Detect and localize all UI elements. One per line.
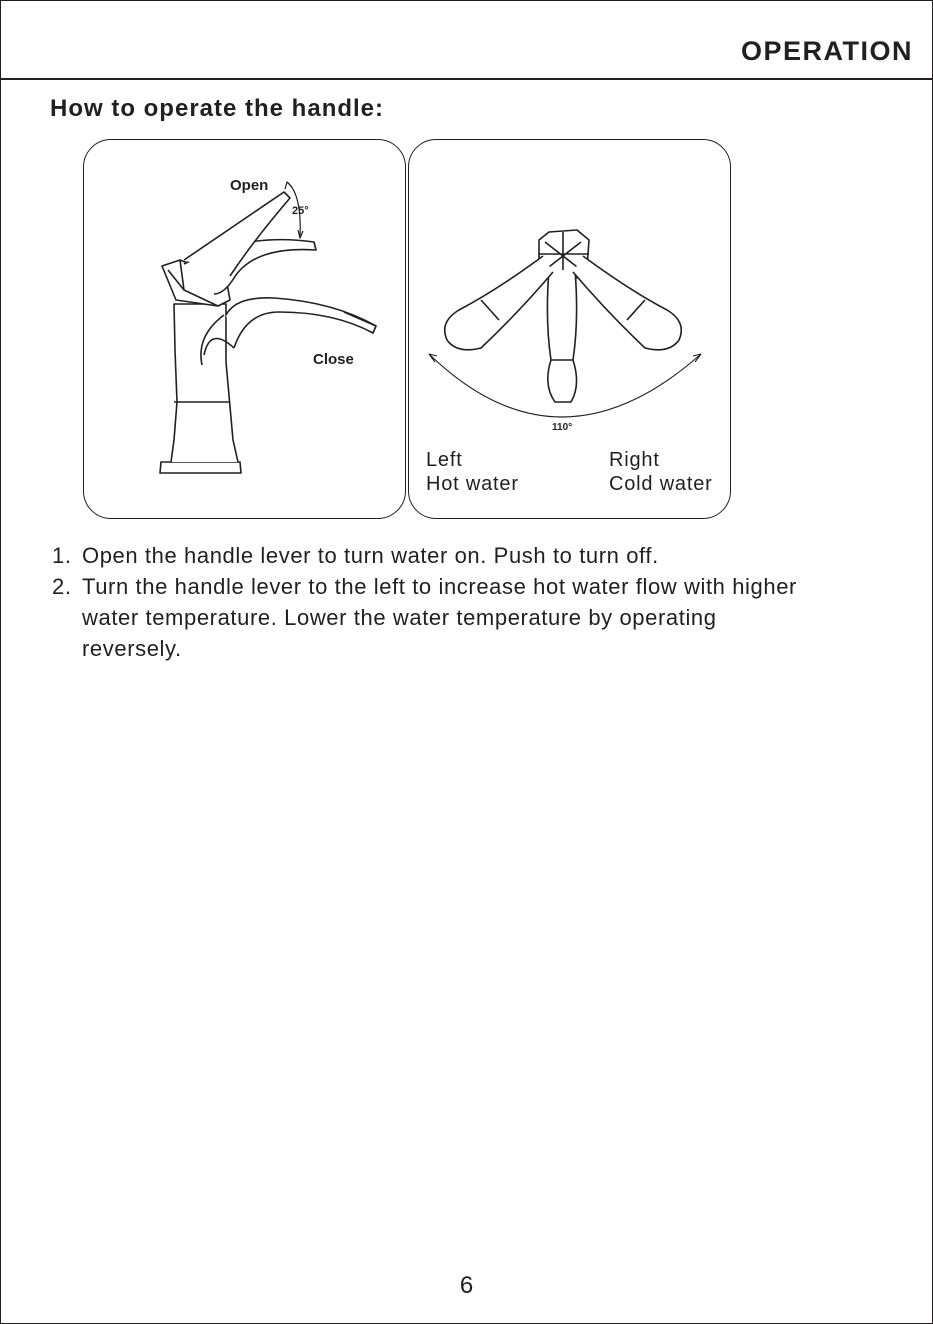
faucet-side-view-drawing xyxy=(84,140,407,520)
step-text: Open the handle lever to turn water on. Push to turn off. xyxy=(82,543,659,568)
page-number: 6 xyxy=(459,1272,474,1299)
instruction-step xyxy=(52,571,872,664)
instructions-list xyxy=(52,540,872,664)
left-label: Left xyxy=(426,449,463,471)
angle-25-label: 25° xyxy=(292,205,309,217)
instruction-step xyxy=(52,540,872,571)
right-label: Right xyxy=(609,449,660,471)
faucet-side-view-panel xyxy=(83,139,406,519)
cold-water-label: Cold water xyxy=(609,473,713,495)
subtitle: How to operate the handle: xyxy=(50,95,385,122)
hot-water-label: Hot water xyxy=(426,473,519,495)
header-rule xyxy=(0,78,933,80)
step-text: Turn the handle lever to the left to increase hot water flow with higher water temperature. Lower the water temperature by operating reversely. xyxy=(82,574,797,661)
close-label: Close xyxy=(313,351,354,368)
handle-top-view-panel xyxy=(408,139,731,519)
left-direction-label xyxy=(426,448,519,496)
angle-110-label: 110° xyxy=(552,422,573,433)
section-title: OPERATION xyxy=(740,36,913,66)
right-direction-label xyxy=(609,448,713,496)
step-number: 1. xyxy=(52,543,72,568)
open-label: Open xyxy=(230,177,269,194)
step-number: 2. xyxy=(52,574,72,599)
